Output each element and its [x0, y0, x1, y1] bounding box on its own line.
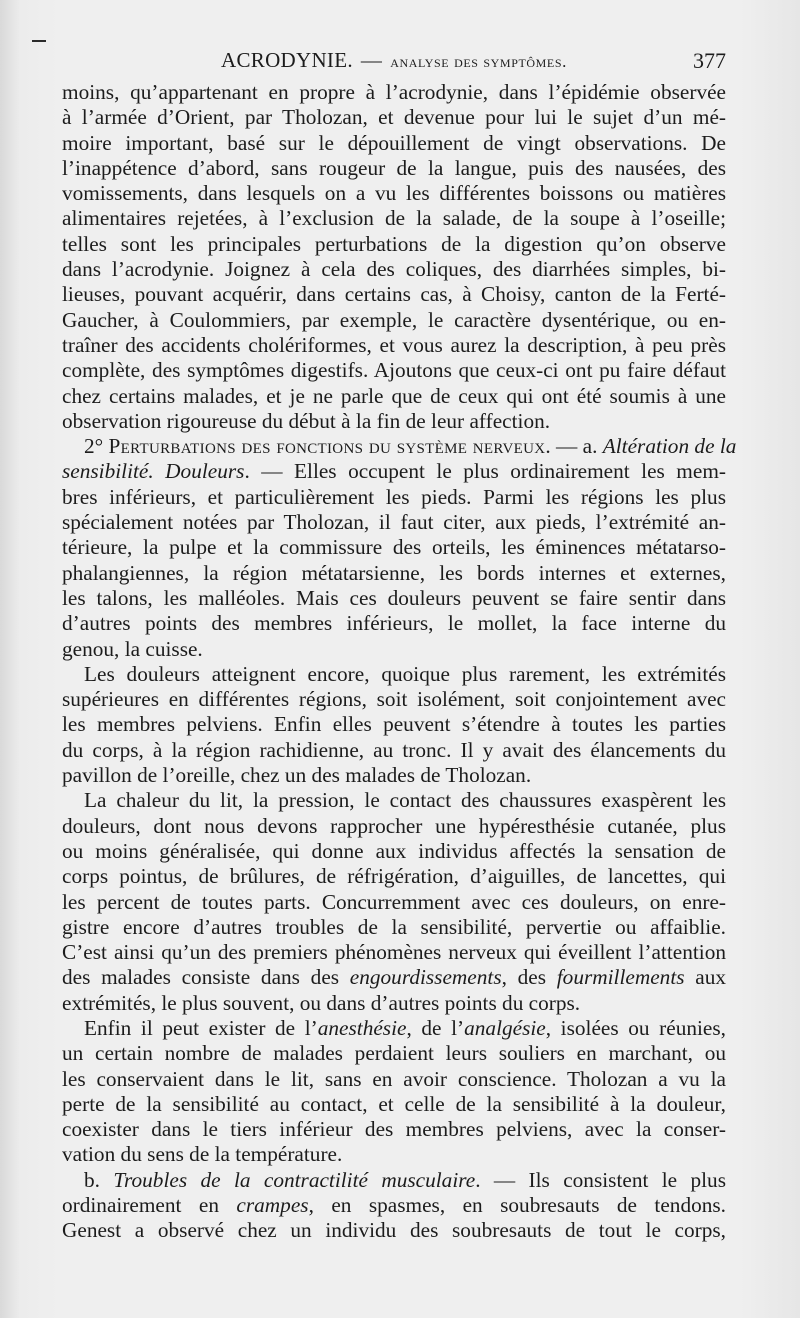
text-run: aux — [684, 965, 726, 990]
text-line: vomissements, dans lesquels on a vu les différentes boissons ou matières — [62, 181, 726, 206]
text-line: phalangiennes, la région métatarsienne, les bords internes et externes, — [62, 560, 726, 585]
italic-text: Altération de la — [602, 434, 737, 459]
text-line: térieure, la pulpe et la commissure des orteils, les éminences métatarso- — [62, 535, 726, 560]
text-run: , en spasmes, en soubresauts de tendons. — [308, 1193, 727, 1218]
text-line: genou, la cuisse. — [62, 636, 203, 661]
text-line: d’autres points des membres inférieurs, le mollet, la face interne du — [62, 611, 726, 636]
text-line: moins, qu’appartenant en propre à l’acrodynie, dans l’épidémie observée — [62, 80, 726, 104]
text-line: perte de la sensibilité au contact, et celle de la sensibilité à la douleur, — [62, 1091, 726, 1116]
text-line: Genest a observé chez un individu des soubresauts de tout le corps, — [62, 1218, 726, 1243]
text-line: Les douleurs atteignent encore, quoique plus rarement, les extrémités — [84, 661, 726, 686]
text-line: pavillon de l’oreille, chez un des malades de Tholozan. — [62, 763, 532, 788]
italic-text: anesthésie — [317, 1015, 407, 1040]
text-line: telles sont les principales perturbations de la digestion qu’on observe — [62, 231, 726, 256]
text-line: bres inférieurs, et particulièrement les pieds. Parmi les régions les plus — [62, 484, 726, 509]
italic-text: fourmillements — [556, 965, 685, 990]
running-title-main: ACRODYNIE. — [220, 48, 353, 72]
text-line: l’inappétence d’abord, sans rougeur de la langue, puis des nausées, des — [62, 155, 726, 180]
italic-text: analgésie — [464, 1015, 546, 1040]
text-line: les membres pelviens. Enfin elles peuvent s’étendre à toutes les parties — [62, 712, 726, 737]
text-line: les talons, les malléoles. Mais ces douleurs peuvent se faire sentir dans — [62, 585, 726, 610]
text-line: gistre encore d’autres troubles de la sensibilité, pervertie ou affaiblie. — [62, 914, 726, 939]
text-line: supérieures en différentes régions, soit isolément, soit conjointement avec — [62, 687, 726, 712]
text-run: des malades consiste dans des — [62, 965, 350, 990]
text-line: les conservaient dans le lit, sans en avoir conscience. Tholozan a vu la — [62, 1066, 726, 1091]
running-title-subtitle: analyse des symptômes. — [390, 52, 567, 71]
running-title-separator: — — [360, 48, 383, 72]
text-run: . — a. — [545, 434, 603, 459]
text-line — [62, 1168, 726, 1193]
text-line: Gaucher, à Coulommiers, par exemple, le caractère dysentérique, ou en- — [62, 307, 726, 332]
text-line: alimentaires rejetées, à l’exclusion de la salade, de la soupe à l’oseille; — [62, 206, 726, 231]
text-line: extrémités, le plus souvent, ou dans d’autres points du corps. — [62, 990, 581, 1015]
text-line: traîner des accidents cholériformes, et vous aurez la description, à peu près — [62, 332, 726, 357]
text-line — [62, 965, 726, 990]
text-line: du corps, à la région rachidienne, au tronc. Il y avait des élancements du — [62, 737, 726, 762]
page-number: 377 — [693, 48, 726, 73]
section-heading-text: Perturbations des fonctions du système nerveux — [108, 434, 546, 459]
text-line: corps pointus, de brûlures, de réfrigération, d’aiguilles, de lancettes, qui — [62, 864, 726, 889]
text-line: à l’armée d’Orient, par Tholozan, et devenue pour lui le sujet d’un mé- — [62, 105, 726, 130]
text-run: Enfin il peut exister de l’ — [84, 1015, 318, 1040]
text-run: ordinairement en — [62, 1193, 237, 1218]
italic-text: crampes — [236, 1193, 309, 1218]
running-title — [62, 48, 726, 73]
text-run: b. — [84, 1167, 114, 1192]
text-line — [62, 1193, 726, 1218]
text-run: 2° — [84, 434, 109, 459]
text-line: moire important, basé sur le dépouillement de vingt observations. De — [62, 130, 726, 155]
text-run: , de l’ — [406, 1015, 465, 1040]
text-run: . — Ils consistent le plus — [475, 1167, 726, 1192]
text-line — [62, 459, 726, 484]
text-run: , des — [501, 965, 557, 990]
text-line: complète, des symptômes digestifs. Ajoutons que ceux-ci ont pu faire défaut — [62, 358, 726, 383]
text-line: douleurs, dont nous devons rapprocher une hypéresthésie cutanée, plus — [62, 813, 726, 838]
text-line: spécialement notées par Tholozan, il faut citer, aux pieds, l’extrémité an- — [62, 510, 726, 535]
text-line: vation du sens de la température. — [62, 1142, 343, 1167]
text-line — [62, 1016, 726, 1041]
italic-text: Troubles de la contractilité musculaire — [113, 1167, 476, 1192]
text-run: . — Elles occupent le plus ordinairement les mem- — [244, 459, 726, 484]
text-line: observation rigoureuse du début à la fin de leur affection. — [62, 408, 551, 433]
margin-dash — [32, 40, 46, 42]
text-line — [62, 434, 737, 459]
text-line: C’est ainsi qu’un des premiers phénomènes nerveux qui éveillent l’attention — [62, 940, 726, 965]
text-line: coexister dans le tiers inférieur des membres pelviens, avec la conser- — [62, 1117, 726, 1142]
body-text — [62, 80, 737, 1244]
italic-text: engourdissements — [349, 965, 502, 990]
text-line: les percent de toutes parts. Concurremment avec ces douleurs, on enre- — [62, 889, 726, 914]
text-run: , isolées ou réunies, — [545, 1015, 726, 1040]
text-line: ou moins généralisée, qui donne aux individus affectés la sensation de — [62, 838, 726, 863]
italic-text: sensibilité. Douleurs — [62, 459, 245, 484]
text-line: dans l’acrodynie. Joignez à cela des coliques, des diarrhées simples, bi- — [62, 257, 726, 282]
text-line: chez certains malades, et je ne parle que de ceux qui ont été soumis à une — [62, 383, 726, 408]
running-header — [62, 48, 726, 78]
text-line: lieuses, pouvant acquérir, dans certains cas, à Choisy, canton de la Ferté- — [62, 282, 726, 307]
text-line: La chaleur du lit, la pression, le contact des chaussures exaspèrent les — [84, 788, 726, 813]
text-line: un certain nombre de malades perdaient leurs souliers en marchant, ou — [62, 1041, 726, 1066]
